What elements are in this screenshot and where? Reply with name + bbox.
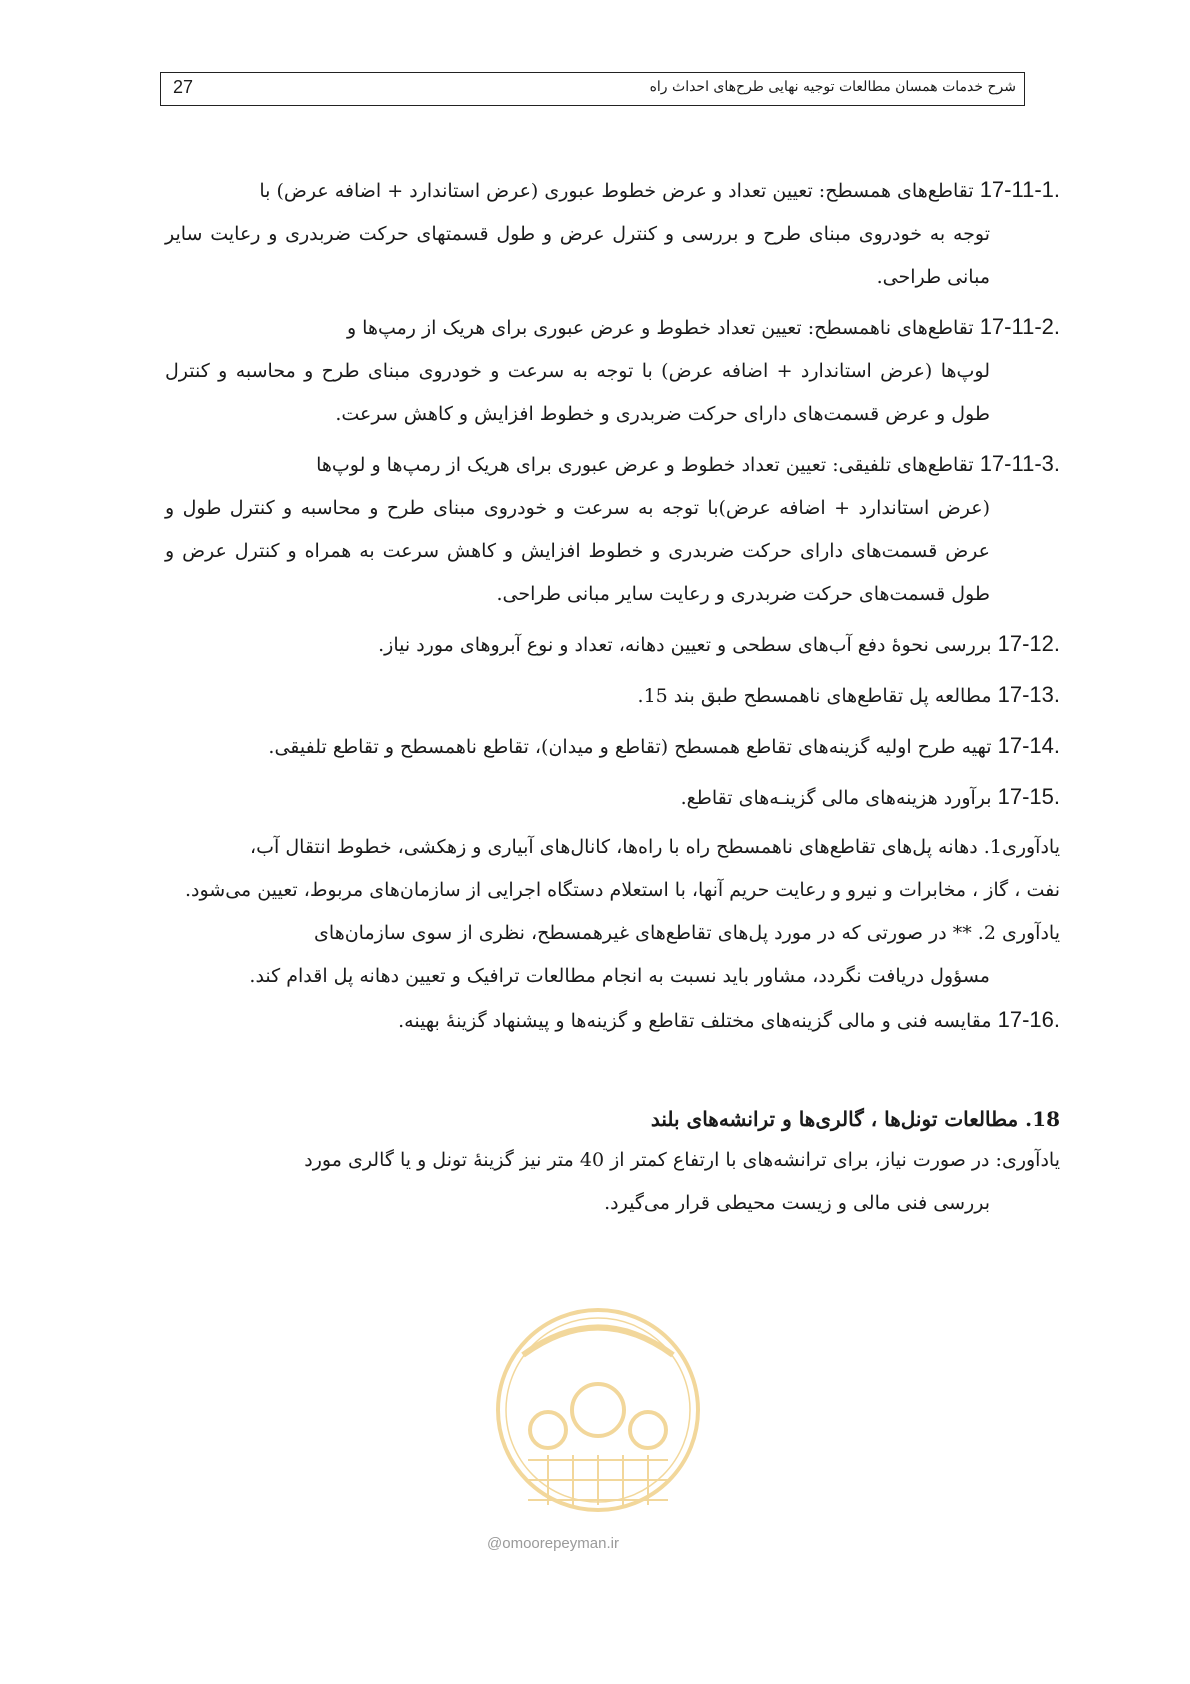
list-item <box>165 775 1060 820</box>
watermark-url: @omoorepeyman.ir <box>487 1535 619 1552</box>
section-note-rest: بررسی فنی مالی و زیست محیطی قرار می‌گیرد. <box>604 1192 990 1214</box>
page-number: 27 <box>173 77 194 97</box>
item-text: بررسی نحوهٔ دفع آب‌های سطحی و تعیین دهانه، تعداد و نوع آبروهای مورد نیاز. <box>378 634 992 656</box>
list-item <box>165 724 1060 769</box>
note-text-rest: مسؤول دریافت نگردد، مشاور باید نسبت به انجام مطالعات ترافیک و تعیین دهانه پل اقدام کند. <box>249 965 990 987</box>
list-item <box>165 622 1060 667</box>
item-text-rest: توجه به خودروی مبنای طرح و بررسی و کنترل عرض و طول قسمتهای حرکت ضربدری و رعایت سایر مبانی طراحی. <box>165 223 990 288</box>
section-note-first: یادآوری: در صورت نیاز، برای ترانشه‌های با ارتفاع کمتر از 40 متر نیز گزینهٔ تونل و یا گالری مورد <box>304 1149 1060 1171</box>
note-text-first: یادآوری 2. ** در صورتی که در مورد پل‌های تقاطع‌های غیرهمسطح، نظری از سوی سازمان‌های <box>314 922 1060 944</box>
item-number: 17-16. <box>997 1007 1060 1032</box>
list-item <box>165 673 1060 718</box>
item-text: مقایسه فنی و مالی گزینه‌های مختلف تقاطع و گزینه‌ها و پیشنهاد گزینهٔ بهینه. <box>398 1010 992 1032</box>
item-number: 17-11-2. <box>979 314 1060 339</box>
note-text-rest: نفت ، گاز ، مخابرات و نیرو و رعایت حریم آنها، با استعلام دستگاه اجرایی از سازمان‌های مربوط، تعیین می‌شود. <box>184 879 1060 901</box>
item-number: 17-15. <box>997 784 1060 809</box>
list-item <box>165 168 1060 299</box>
item-number: 17-11-1. <box>979 177 1060 202</box>
list-item <box>165 998 1060 1043</box>
item-text: برآورد هزینه‌های مالی گزینـه‌های تقاطع. <box>680 787 992 809</box>
item-text-first: تقاطع‌های تلفیقی: تعیین تعداد خطوط و عرض عبوری برای هریک از رمپ‌ها و لوپ‌ها <box>316 454 974 476</box>
item-number: 17-14. <box>997 733 1060 758</box>
item-number: 17-11-3. <box>979 451 1060 476</box>
item-number: 17-12. <box>997 631 1060 656</box>
note-2 <box>165 912 1060 998</box>
item-text: مطالعه پل تقاطع‌های ناهمسطح طبق بند 15. <box>637 685 992 707</box>
header-title: شرح خدمات همسان مطالعات توجیه نهایی طرح‌های احداث راه <box>649 79 1016 95</box>
section-heading: 18. مطالعات تونل‌ها ، گالری‌ها و ترانشه‌های بلند <box>650 1107 1060 1131</box>
watermark-logo-icon <box>488 1260 708 1560</box>
item-text-first: تقاطع‌های ناهمسطح: تعیین تعداد خطوط و عرض عبوری برای هریک از رمپ‌ها و <box>346 317 974 339</box>
list-item <box>165 305 1060 436</box>
document-body <box>165 168 1060 1225</box>
item-text-rest: لوپ‌ها (عرض استاندارد + اضافه عرض) با توجه به سرعت و خودروی مبنای طرح و محاسبه و کنترل طول و عرض قسمت‌های دارای حرکت ضربدری و خطوط افزایش و کاهش سرعت. <box>165 360 990 425</box>
page-header <box>160 72 1025 106</box>
item-text: تهیه طرح اولیه گزینه‌های تقاطع همسطح (تقاطع و میدان)، تقاطع ناهمسطح و تقاطع تلفیقی. <box>268 736 992 758</box>
item-number: 17-13. <box>997 682 1060 707</box>
item-text-rest: (عرض استاندارد + اضافه عرض)با توجه به سرعت و خودروی مبنای طرح و محاسبه و کنترل طول و عرض قسمت‌های دارای حرکت ضربدری و خطوط افزایش و کاهش سرعت به همراه و کنترل عرض و طول قسمت‌های حرکت ضربدری و رعایت سایر مبانی طراحی. <box>165 497 990 605</box>
note-1 <box>165 826 1060 912</box>
section-note <box>165 1139 1060 1225</box>
item-text-first: تقاطع‌های همسطح: تعیین تعداد و عرض خطوط عبوری (عرض استاندارد + اضافه عرض) با <box>259 180 974 202</box>
list-item <box>165 442 1060 616</box>
note-text-first: یادآوری1. دهانه پل‌های تقاطع‌های ناهمسطح راه با راه‌ها، کانال‌های آبیاری و زهکشی، خطوط انتقال آب، <box>250 836 1060 858</box>
